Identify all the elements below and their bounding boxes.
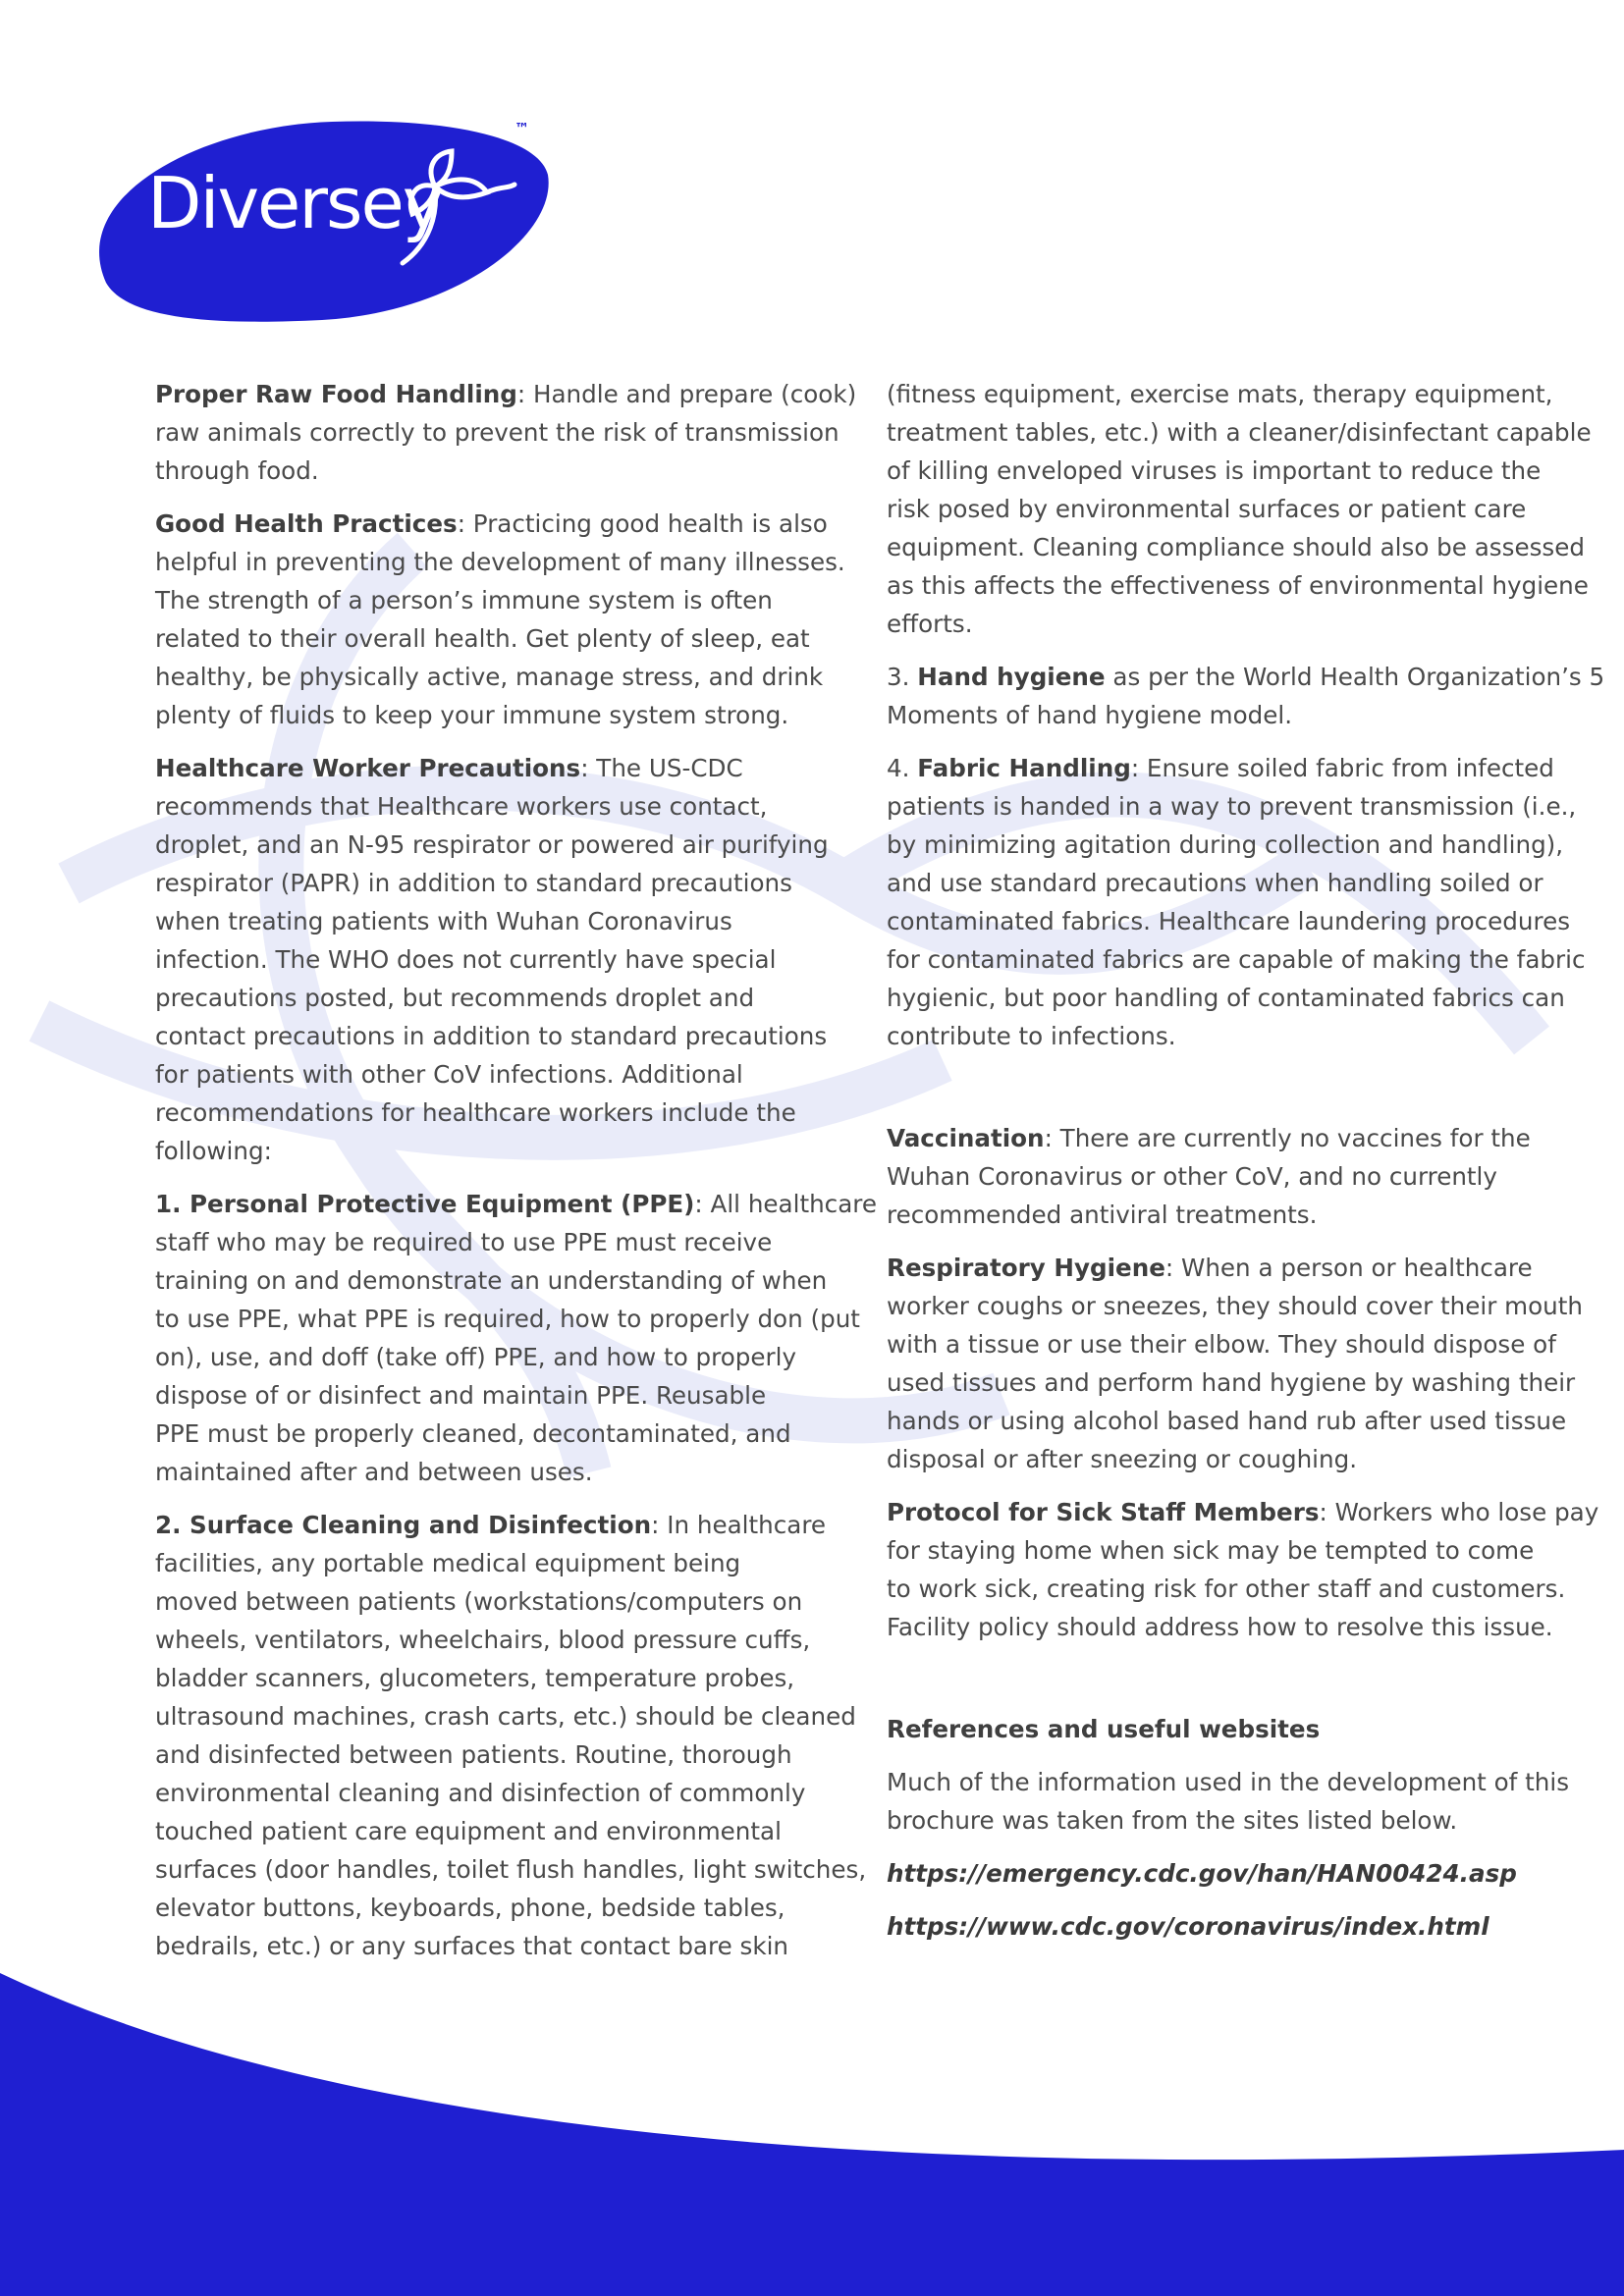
body-text: : Practicing good health is also	[457, 509, 828, 538]
left-column	[155, 375, 877, 1980]
body-text: on), use, and doff (take off) PPE, and how to properly	[155, 1343, 797, 1371]
body-text: ultrasound machines, crash carts, etc.) should be cleaned	[155, 1702, 856, 1731]
section-label: Fabric Handling	[917, 754, 1131, 782]
body-text: to work sick, creating risk for other staff and customers.	[887, 1575, 1566, 1603]
text-line	[155, 1132, 823, 1170]
body-text: and use standard precautions when handling soiled or	[887, 869, 1543, 897]
body-text: surfaces (door handles, toilet flush handles, light switches,	[155, 1855, 867, 1884]
text-line	[887, 605, 1554, 643]
text-line	[155, 1659, 823, 1697]
body-text: to use PPE, what PPE is required, how to properly don (put	[155, 1305, 860, 1333]
text-line	[887, 902, 1571, 940]
text-line	[887, 452, 1554, 490]
section-label: Good Health Practices	[155, 509, 458, 538]
text-line	[887, 1570, 1566, 1608]
body-text: raw animals correctly to prevent the risk of transmission	[155, 418, 839, 447]
text-line	[155, 581, 823, 619]
text-line	[887, 826, 1564, 864]
brand-name: Diversey	[147, 162, 443, 244]
body-text: for staying home when sick may be tempted to come	[887, 1536, 1535, 1565]
body-text: following:	[155, 1137, 272, 1165]
text-line	[887, 1493, 1599, 1531]
body-text: bedrails, etc.) or any surfaces that contact bare skin	[155, 1932, 788, 1960]
body-text: infection. The WHO does not currently have special	[155, 945, 777, 974]
text-line	[155, 1055, 823, 1094]
text-line	[155, 1850, 867, 1889]
body-text: respirator (PAPR) in addition to standard precautions	[155, 869, 792, 897]
text-line	[887, 787, 1577, 826]
list-number: 3.	[887, 663, 918, 691]
body-text: The strength of a person’s immune system is often	[155, 586, 773, 614]
body-text: treatment tables, etc.) with a cleaner/disinfectant capable	[887, 418, 1592, 447]
text-line	[155, 1300, 860, 1338]
body-text: training on and demonstrate an understanding of when	[155, 1266, 828, 1295]
body-text: when treating patients with Wuhan Coronavirus	[155, 907, 732, 935]
body-text: (fitness equipment, exercise mats, therapy equipment,	[887, 380, 1553, 408]
body-text: touched patient care equipment and environmental	[155, 1817, 782, 1845]
text-line	[155, 1774, 823, 1812]
text-line	[155, 543, 845, 581]
body-text: plenty of fluids to keep your immune system strong.	[155, 701, 789, 729]
text-line	[155, 1185, 877, 1223]
paragraph	[887, 1249, 1583, 1478]
text-line	[155, 375, 857, 413]
body-text: hands or using alcohol based hand rub after used tissue	[887, 1407, 1567, 1435]
section-label: Healthcare Worker Precautions	[155, 754, 581, 782]
body-text: by minimizing agitation during collection and handling),	[887, 830, 1564, 859]
body-text: as per the World Health Organization’s 5	[1105, 663, 1605, 691]
section-label: Vaccination	[887, 1124, 1045, 1152]
body-text: as this affects the effectiveness of environmental hygiene	[887, 571, 1589, 600]
text-line	[887, 1402, 1567, 1440]
text-line	[155, 1582, 823, 1621]
body-text: : The US-CDC	[580, 754, 743, 782]
text-line	[155, 864, 823, 902]
text-line	[155, 1415, 823, 1453]
paragraph	[887, 375, 1592, 643]
paragraph	[887, 1119, 1554, 1234]
footer-wave	[0, 1953, 1624, 2296]
section-label: Respiratory Hygiene	[887, 1254, 1165, 1282]
text-line	[155, 1889, 823, 1927]
body-text: and disinfected between patients. Routine, thorough	[155, 1740, 792, 1769]
paragraph	[887, 658, 1605, 734]
body-text: related to their overall health. Get plenty of sleep, eat	[155, 624, 810, 653]
body-text: used tissues and perform hand hygiene by washing their	[887, 1368, 1576, 1397]
body-text: contaminated fabrics. Healthcare laundering procedures	[887, 907, 1571, 935]
references-heading: References and useful websites	[887, 1715, 1321, 1743]
text-line	[155, 1094, 823, 1132]
body-text: environmental cleaning and disinfection of commonly	[155, 1779, 806, 1807]
body-text: risk posed by environmental surfaces or patient care	[887, 495, 1527, 523]
section-label: 1. Personal Protective Equipment (PPE)	[155, 1190, 695, 1218]
text-line	[887, 1608, 1554, 1646]
body-text: for patients with other CoV infections. Additional	[155, 1060, 743, 1089]
text-line	[155, 1506, 827, 1544]
paragraph	[155, 749, 829, 1170]
body-text: Facility policy should address how to resolve this issue.	[887, 1613, 1553, 1641]
text-line	[887, 566, 1589, 605]
body-text: disposal or after sneezing or coughing.	[887, 1445, 1358, 1473]
trademark-symbol: ™	[514, 120, 529, 137]
body-text: : All healthcare	[694, 1190, 877, 1218]
section-label: Protocol for Sick Staff Members	[887, 1498, 1320, 1526]
text-line	[155, 1735, 823, 1774]
text-line	[887, 1157, 1554, 1196]
body-text: : When a person or healthcare	[1164, 1254, 1533, 1282]
text-line	[887, 1119, 1554, 1157]
paragraph	[155, 375, 857, 490]
body-text: contact precautions in addition to standard precautions	[155, 1022, 828, 1050]
text-line	[887, 696, 1554, 734]
body-text: recommended antiviral treatments.	[887, 1201, 1318, 1229]
text-line	[155, 1697, 856, 1735]
body-text: droplet, and an N-95 respirator or powered air purifying	[155, 830, 829, 859]
text-line	[887, 658, 1605, 696]
text-line: brochure was taken from the sites listed below.	[887, 1806, 1458, 1835]
text-line	[155, 1017, 828, 1055]
body-text: of killing enveloped viruses is important to reduce the	[887, 456, 1542, 485]
body-text: staff who may be required to use PPE must receive	[155, 1228, 773, 1256]
text-line	[155, 1453, 823, 1491]
body-text: recommendations for healthcare workers include the	[155, 1098, 796, 1127]
text-line	[155, 1544, 823, 1582]
body-text: for contaminated fabrics are capable of making the fabric	[887, 945, 1586, 974]
text-line	[887, 940, 1586, 979]
text-line	[155, 1261, 828, 1300]
text-line	[887, 1287, 1583, 1325]
paragraph-spacer	[887, 1661, 1554, 1710]
body-text: : There are currently no vaccines for the	[1044, 1124, 1531, 1152]
body-text: patients is handed in a way to prevent transmission (i.e.,	[887, 792, 1577, 821]
body-text: equipment. Cleaning compliance should also be assessed	[887, 533, 1585, 561]
right-column	[887, 375, 1605, 1960]
references-intro	[887, 1763, 1570, 1840]
body-text: wheels, ventilators, wheelchairs, blood pressure cuffs,	[155, 1626, 811, 1654]
text-line	[887, 1531, 1554, 1570]
text-line	[887, 1017, 1554, 1055]
body-text: : Handle and prepare (cook)	[516, 380, 857, 408]
body-text: elevator buttons, keyboards, phone, bedside tables,	[155, 1894, 785, 1922]
text-line	[887, 1440, 1554, 1478]
text-line	[887, 413, 1592, 452]
text-line: Much of the information used in the development of this	[887, 1768, 1570, 1796]
body-text: maintained after and between uses.	[155, 1458, 593, 1486]
text-line	[887, 375, 1554, 413]
text-line	[887, 979, 1565, 1017]
body-text: precautions posted, but recommends droplet and	[155, 984, 755, 1012]
paragraph	[155, 1506, 867, 1965]
body-text: dispose of or disinfect and maintain PPE. Reusable	[155, 1381, 767, 1410]
text-line	[155, 1812, 823, 1850]
text-line	[887, 490, 1554, 528]
body-text: efforts.	[887, 610, 973, 638]
text-line	[155, 826, 829, 864]
paragraph	[887, 749, 1586, 1055]
text-line	[155, 902, 823, 940]
body-text: worker coughs or sneezes, they should cover their mouth	[887, 1292, 1583, 1320]
text-line	[887, 528, 1585, 566]
body-text: Wuhan Coronavirus or other CoV, and no currently	[887, 1162, 1497, 1191]
text-line	[155, 1621, 823, 1659]
paragraph	[155, 1185, 877, 1491]
text-line	[887, 1363, 1576, 1402]
paragraph	[155, 505, 845, 734]
body-text: hygienic, but poor handling of contaminated fabrics can	[887, 984, 1565, 1012]
text-line	[887, 1325, 1554, 1363]
body-text: with a tissue or use their elbow. They should dispose of	[887, 1330, 1556, 1359]
text-line	[887, 1196, 1554, 1234]
body-text: moved between patients (workstations/computers on	[155, 1587, 803, 1616]
text-line	[887, 864, 1554, 902]
text-line	[155, 1223, 823, 1261]
text-line	[155, 452, 823, 490]
body-text: facilities, any portable medical equipment being	[155, 1549, 741, 1577]
body-text: Moments of hand hygiene model.	[887, 701, 1293, 729]
text-line	[155, 658, 823, 696]
section-label: Proper Raw Food Handling	[155, 380, 517, 408]
reference-link[interactable]: https://www.cdc.gov/coronavirus/index.html	[887, 1912, 1489, 1941]
section-label: 2. Surface Cleaning and Disinfection	[155, 1511, 652, 1539]
body-text: : In healthcare	[651, 1511, 827, 1539]
text-line	[155, 696, 823, 734]
list-number: 4.	[887, 754, 918, 782]
text-line	[887, 1249, 1554, 1287]
body-text: contribute to infections.	[887, 1022, 1176, 1050]
text-line	[155, 505, 828, 543]
paragraph-spacer	[887, 1070, 1554, 1119]
text-line	[155, 413, 839, 452]
paragraph	[887, 1493, 1599, 1646]
body-text: recommends that Healthcare workers use contact,	[155, 792, 768, 821]
body-text: bladder scanners, glucometers, temperature probes,	[155, 1664, 795, 1692]
body-text: through food.	[155, 456, 319, 485]
text-line	[155, 619, 823, 658]
reference-link[interactable]: https://emergency.cdc.gov/han/HAN00424.asp	[887, 1859, 1517, 1888]
body-text: healthy, be physically active, manage stress, and drink	[155, 663, 824, 691]
body-text: PPE must be properly cleaned, decontaminated, and	[155, 1419, 791, 1448]
text-line	[155, 979, 823, 1017]
text-line	[155, 1376, 823, 1415]
text-line	[155, 787, 823, 826]
text-line	[155, 749, 823, 787]
text-line	[887, 749, 1554, 787]
text-line	[155, 1338, 823, 1376]
body-text: : Workers who lose pay	[1319, 1498, 1599, 1526]
body-text: helpful in preventing the development of many illnesses.	[155, 548, 845, 576]
text-line	[155, 940, 823, 979]
body-text: : Ensure soiled fabric from infected	[1130, 754, 1554, 782]
section-label: Hand hygiene	[917, 663, 1106, 691]
